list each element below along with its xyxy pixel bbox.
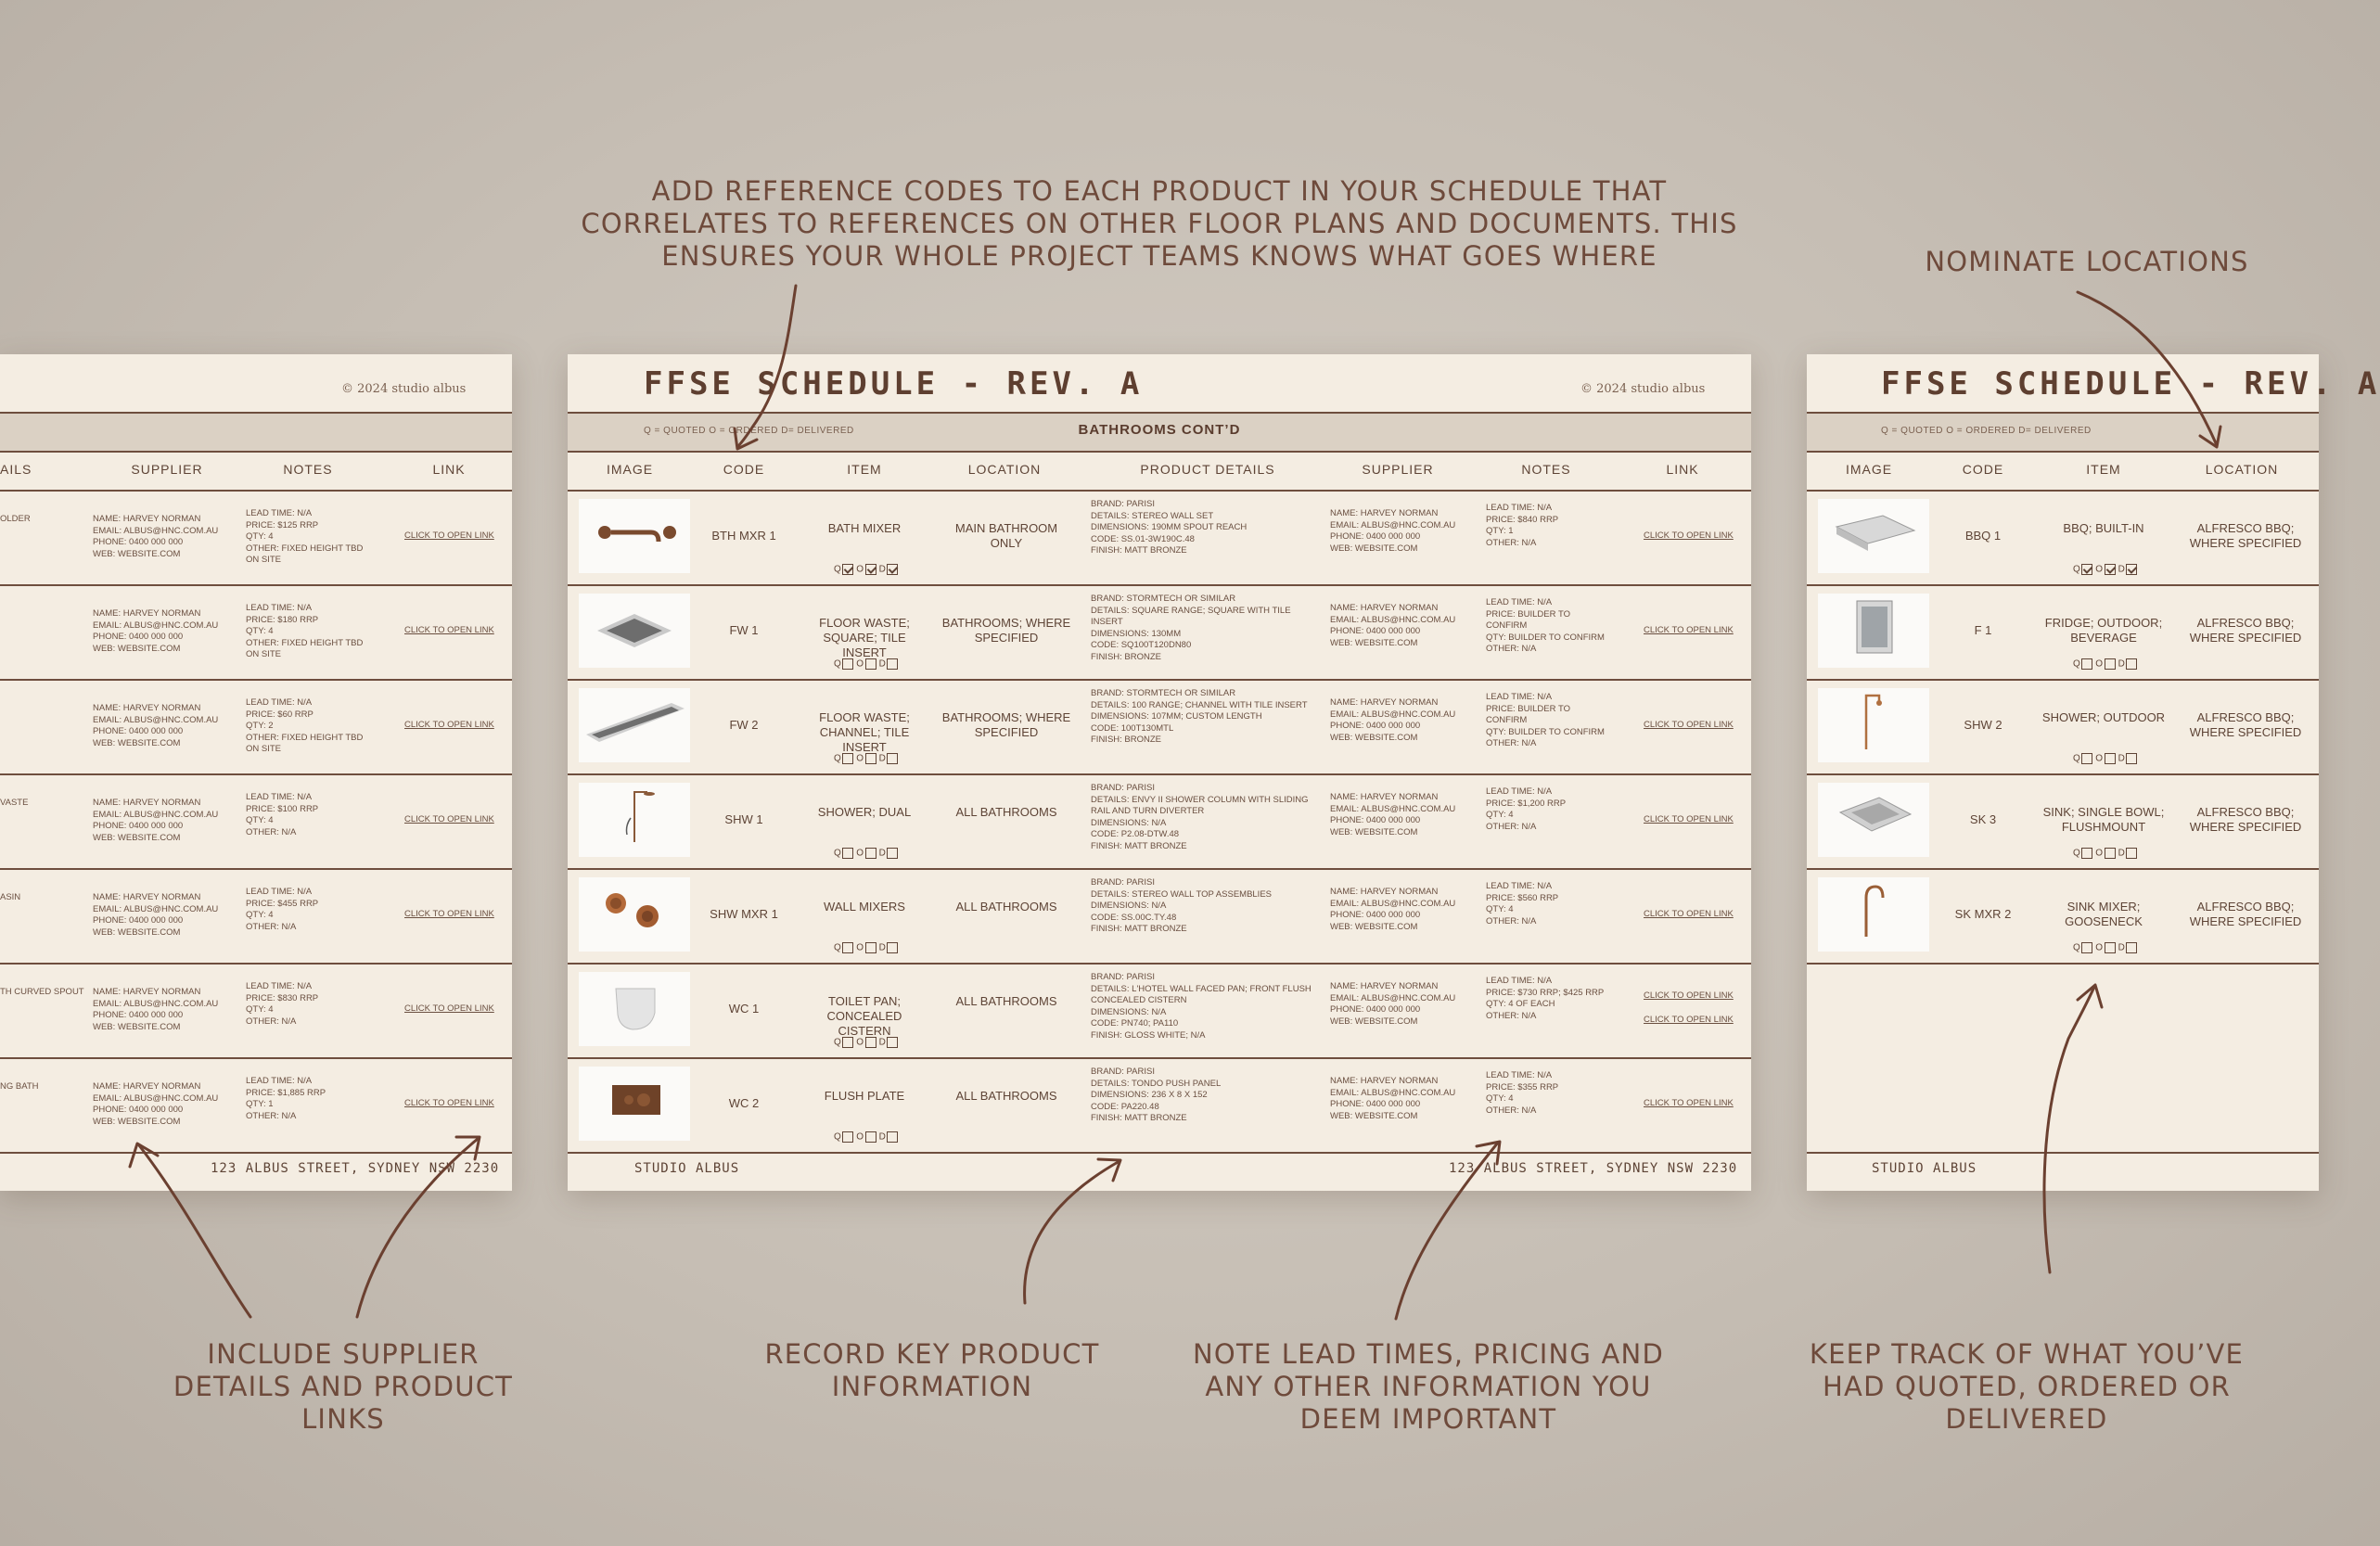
status-label-quoted: Q — [2073, 753, 2081, 764]
notes-info: LEAD TIME: N/A PRICE: $560 RRP QTY: 4 OTHER: N/A — [1486, 881, 1559, 926]
product-location: ALL BATHROOMS — [955, 994, 1057, 1008]
product-item: FLUSH PLATE — [824, 1089, 905, 1103]
notes-info: LEAD TIME: N/A PRICE: $840 RRP QTY: 1 OTHER: N/A — [1486, 503, 1559, 548]
notes-info: LEAD TIME: N/A PRICE: BUILDER TO CONFIRM QTY: BUILDER TO CONFIRM OTHER: N/A — [1486, 597, 1605, 655]
product-location: ALFRESCO BBQ; WHERE SPECIFIED — [2189, 805, 2302, 834]
header-code: CODE — [1962, 462, 2004, 477]
supplier-info: NAME: HARVEY NORMAN EMAIL: ALBUS@HNC.COM.AU PHONE: 0400 000 000 WEB: WEBSITE.COM — [1330, 981, 1456, 1027]
status-label-ordered: O — [2095, 848, 2104, 859]
header-notes: NOTES — [283, 462, 333, 477]
product-details: BRAND: PARISI DETAILS: ENVY II SHOWER COLUMN WITH SLIDING RAIL AND TURN DIVERTER DIMENSIONS: N/A CODE: P2.08-DTW.48 FINISH: MATT BRONZE — [1091, 783, 1309, 851]
header-image: IMAGE — [606, 462, 654, 477]
status-label-quoted: Q — [834, 848, 842, 859]
status-label-ordered: O — [856, 942, 864, 953]
product-link[interactable]: CLICK TO OPEN LINK — [1644, 625, 1734, 635]
product-link[interactable]: CLICK TO OPEN LINK — [404, 530, 494, 541]
product-details: OLDER — [0, 514, 31, 524]
product-link[interactable]: CLICK TO OPEN LINK — [404, 720, 494, 730]
product-item: WALL MIXERS — [824, 900, 905, 914]
notes-info: LEAD TIME: N/A PRICE: $730 RRP; $425 RRP QTY: 4 OF EACH OTHER: N/A — [1486, 976, 1605, 1021]
status-label-ordered: O — [856, 658, 864, 670]
supplier-info: NAME: HARVEY NORMAN EMAIL: ALBUS@HNC.COM.AU PHONE: 0400 000 000 WEB: WEBSITE.COM — [1330, 792, 1456, 837]
notes-info: LEAD TIME: N/A PRICE: $60 RRP QTY: 2 OTHER: FIXED HEIGHT TBD ON SITE — [246, 697, 364, 755]
notes-info: LEAD TIME: N/A PRICE: BUILDER TO CONFIRM QTY: BUILDER TO CONFIRM OTHER: N/A — [1486, 692, 1605, 749]
product-details: BRAND: STORMTECH OR SIMILAR DETAILS: SQUARE RANGE; SQUARE WITH TILE INSERT DIMENSIONS: 130MM CODE: SQ100T120DN80 FINISH: BRONZE — [1091, 594, 1291, 662]
section-title: BATHROOMS CONT’D — [1078, 422, 1241, 438]
product-code: FW 2 — [729, 718, 759, 732]
product-item: SHOWER; OUTDOOR — [2041, 710, 2166, 724]
footer-address: 123 ALBUS STREET, SYDNEY NSW 2230 — [211, 1161, 500, 1176]
notes-info: LEAD TIME: N/A PRICE: $125 RRP QTY: 4 OTHER: FIXED HEIGHT TBD ON SITE — [246, 508, 364, 566]
status-legend: Q = QUOTED O = ORDERED D= DELIVERED — [644, 426, 854, 436]
status-label-delivered: D — [878, 753, 887, 764]
status-label-quoted: Q — [2073, 564, 2081, 575]
product-details: VASTE — [0, 798, 29, 808]
product-code: SK 3 — [1969, 812, 1997, 826]
status-label-quoted: Q — [834, 1037, 842, 1048]
product-code: WC 2 — [728, 1096, 760, 1110]
product-item: SHOWER; DUAL — [817, 805, 912, 819]
product-details: BRAND: PARISI DETAILS: STEREO WALL SET DIMENSIONS: 190MM SPOUT REACH CODE: SS.01-3W190C.48 FINISH: MATT BRONZE — [1091, 499, 1248, 556]
header-image: IMAGE — [1845, 462, 1893, 477]
product-code: SHW 2 — [1964, 718, 2003, 732]
product-link[interactable]: CLICK TO OPEN LINK — [1644, 1098, 1734, 1108]
product-code: SHW MXR 1 — [710, 907, 778, 921]
supplier-info: NAME: HARVEY NORMAN EMAIL: ALBUS@HNC.COM.AU PHONE: 0400 000 000 WEB: WEBSITE.COM — [1330, 697, 1456, 743]
supplier-info: NAME: HARVEY NORMAN EMAIL: ALBUS@HNC.COM.AU PHONE: 0400 000 000 WEB: WEBSITE.COM — [93, 1081, 219, 1127]
status-label-ordered: O — [856, 1037, 864, 1048]
notes-info: LEAD TIME: N/A PRICE: $355 RRP QTY: 4 OTHER: N/A — [1486, 1070, 1559, 1116]
supplier-info: NAME: HARVEY NORMAN EMAIL: ALBUS@HNC.COM.AU PHONE: 0400 000 000 WEB: WEBSITE.COM — [93, 514, 219, 559]
arrow-to-supplier — [139, 1145, 250, 1317]
status-label-delivered: D — [2118, 658, 2126, 670]
product-link[interactable]: CLICK TO OPEN LINK — [404, 909, 494, 919]
annotation-line: KEEP TRACK OF WHAT YOU’VE — [1809, 1338, 2245, 1370]
status-label-quoted: Q — [2073, 942, 2081, 953]
header-location: LOCATION — [2205, 462, 2279, 477]
product-code: FW 1 — [729, 623, 759, 637]
status-label-delivered: D — [2118, 942, 2126, 953]
product-details: NG BATH — [0, 1081, 39, 1092]
product-location: BATHROOMS; WHERE SPECIFIED — [941, 710, 1071, 739]
status-label-quoted: Q — [2073, 658, 2081, 670]
status-label-delivered: D — [878, 942, 887, 953]
status-label-delivered: D — [878, 1037, 887, 1048]
schedule-title: FFSE SCHEDULE - REV. A — [1881, 365, 2380, 402]
header-supplier: SUPPLIER — [131, 462, 203, 477]
notes-info: LEAD TIME: N/A PRICE: $455 RRP QTY: 4 OTHER: N/A — [246, 887, 319, 932]
product-details: ASIN — [0, 892, 21, 902]
header-product-details: PRODUCT DETAILS — [1140, 462, 1275, 477]
product-link[interactable]: CLICK TO OPEN LINK — [1644, 990, 1734, 1001]
status-label-ordered: O — [856, 564, 864, 575]
arrow-to-notes — [1396, 1143, 1498, 1319]
footer-address: 123 ALBUS STREET, SYDNEY NSW 2230 — [1449, 1161, 1738, 1176]
product-location: ALL BATHROOMS — [955, 805, 1057, 819]
annotation-nominate-locations: NOMINATE LOCATIONS — [1925, 246, 2249, 277]
product-code: BBQ 1 — [1964, 529, 2002, 543]
arrow-to-link — [357, 1139, 478, 1317]
status-label-quoted: Q — [834, 1131, 842, 1143]
supplier-info: NAME: HARVEY NORMAN EMAIL: ALBUS@HNC.COM.AU PHONE: 0400 000 000 WEB: WEBSITE.COM — [1330, 887, 1456, 932]
product-code: SK MXR 2 — [1954, 907, 2012, 921]
annotation-line: DEEM IMPORTANT — [1299, 1403, 1557, 1435]
status-label-quoted: Q — [2073, 848, 2081, 859]
product-link[interactable]: CLICK TO OPEN LINK — [404, 814, 494, 824]
status-label-quoted: Q — [834, 658, 842, 670]
product-code: BTH MXR 1 — [711, 529, 776, 543]
status-label-delivered: D — [878, 848, 887, 859]
annotation-line: HAD QUOTED, ORDERED OR — [1823, 1371, 2231, 1402]
product-item: BATH MIXER — [827, 521, 902, 535]
product-link[interactable]: CLICK TO OPEN LINK — [1644, 1015, 1734, 1025]
annotation-line: INFORMATION — [831, 1371, 1033, 1402]
annotation-line: NOTE LEAD TIMES, PRICING AND — [1193, 1338, 1664, 1370]
header-link: LINK — [1666, 462, 1699, 477]
notes-info: LEAD TIME: N/A PRICE: $100 RRP QTY: 4 OTHER: N/A — [246, 792, 319, 837]
product-item: BBQ; BUILT-IN — [2063, 521, 2144, 535]
supplier-info: NAME: HARVEY NORMAN EMAIL: ALBUS@HNC.COM.AU PHONE: 0400 000 000 WEB: WEBSITE.COM — [1330, 603, 1456, 648]
annotation-line: INCLUDE SUPPLIER — [207, 1338, 480, 1370]
notes-info: LEAD TIME: N/A PRICE: $1,200 RRP QTY: 4 OTHER: N/A — [1486, 786, 1567, 832]
product-link[interactable]: CLICK TO OPEN LINK — [404, 1003, 494, 1014]
header-notes: NOTES — [1521, 462, 1571, 477]
product-code: WC 1 — [728, 1002, 760, 1016]
status-label-ordered: O — [2095, 564, 2104, 575]
annotation-line: ENSURES YOUR WHOLE PROJECT TEAMS KNOWS WHAT GOES WHERE — [661, 240, 1657, 272]
supplier-info: NAME: HARVEY NORMAN EMAIL: ALBUS@HNC.COM.AU PHONE: 0400 000 000 WEB: WEBSITE.COM — [1330, 1076, 1456, 1121]
product-code: F 1 — [1974, 623, 1992, 637]
copyright: © 2024 studio albus — [1580, 382, 1706, 396]
supplier-info: NAME: HARVEY NORMAN EMAIL: ALBUS@HNC.COM.AU PHONE: 0400 000 000 WEB: WEBSITE.COM — [93, 987, 219, 1032]
header-location: LOCATION — [967, 462, 1042, 477]
status-label-delivered: D — [2118, 564, 2126, 575]
annotation-line: DELIVERED — [1945, 1403, 2108, 1435]
header-item: ITEM — [847, 462, 882, 477]
arrow-to-status — [2044, 987, 2094, 1272]
status-label-quoted: Q — [834, 942, 842, 953]
status-label-quoted: Q — [834, 564, 842, 575]
header-item: ITEM — [2086, 462, 2121, 477]
supplier-info: NAME: HARVEY NORMAN EMAIL: ALBUS@HNC.COM.AU PHONE: 0400 000 000 WEB: WEBSITE.COM — [93, 892, 219, 938]
supplier-info: NAME: HARVEY NORMAN EMAIL: ALBUS@HNC.COM.AU PHONE: 0400 000 000 WEB: WEBSITE.COM — [93, 608, 219, 654]
annotation-line: ADD REFERENCE CODES TO EACH PRODUCT IN YOUR SCHEDULE THAT — [651, 175, 1668, 207]
status-label-delivered: D — [2118, 848, 2126, 859]
footer-studio: STUDIO ALBUS — [1872, 1161, 1977, 1176]
product-location: ALL BATHROOMS — [955, 1089, 1057, 1103]
product-details: BRAND: PARISI DETAILS: TONDO PUSH PANEL DIMENSIONS: 236 X 8 X 152 CODE: PA220.48 FINISH: MATT BRONZE — [1091, 1067, 1222, 1124]
footer-studio: STUDIO ALBUS — [634, 1161, 740, 1176]
product-location: ALFRESCO BBQ; WHERE SPECIFIED — [2189, 900, 2302, 928]
product-location: ALFRESCO BBQ; WHERE SPECIFIED — [2189, 616, 2302, 645]
product-item: FLOOR WASTE; SQUARE; TILE INSERT — [819, 616, 910, 659]
header-code: CODE — [723, 462, 765, 477]
product-details: BRAND: PARISI DETAILS: L'HOTEL WALL FACED PAN; FRONT FLUSH CONCEALED CISTERN DIMENSIONS: N/A CODE: PN740; PA110 FINISH: GLOSS WHITE; N/A — [1091, 972, 1312, 1041]
notes-info: LEAD TIME: N/A PRICE: $830 RRP QTY: 4 OTHER: N/A — [246, 981, 319, 1027]
arrow-to-code — [737, 286, 796, 447]
supplier-info: NAME: HARVEY NORMAN EMAIL: ALBUS@HNC.COM.AU PHONE: 0400 000 000 WEB: WEBSITE.COM — [93, 798, 219, 843]
annotation-line: CORRELATES TO REFERENCES ON OTHER FLOOR PLANS AND DOCUMENTS. THIS — [581, 208, 1738, 239]
copyright: © 2024 studio albus — [341, 382, 467, 396]
product-location: ALL BATHROOMS — [955, 900, 1057, 914]
annotation-line: LINKS — [301, 1403, 385, 1435]
product-link[interactable]: CLICK TO OPEN LINK — [1644, 720, 1734, 730]
status-label-quoted: Q — [834, 753, 842, 764]
header-details: AILS — [0, 462, 32, 477]
product-location: MAIN BATHROOM ONLY — [954, 521, 1058, 550]
schedule-title: FFSE SCHEDULE - REV. A — [644, 365, 1144, 402]
product-code: SHW 1 — [724, 812, 763, 826]
product-link[interactable]: CLICK TO OPEN LINK — [404, 625, 494, 635]
status-label-delivered: D — [2118, 753, 2126, 764]
product-item: SINK; SINGLE BOWL; FLUSHMOUNT — [2042, 805, 2165, 834]
status-label-ordered: O — [856, 753, 864, 764]
status-label-delivered: D — [878, 658, 887, 670]
status-label-ordered: O — [2095, 942, 2104, 953]
product-link[interactable]: CLICK TO OPEN LINK — [404, 1098, 494, 1108]
product-details: BRAND: STORMTECH OR SIMILAR DETAILS: 100 RANGE; CHANNEL WITH TILE INSERT DIMENSIONS: 107MM; CUSTOM LENGTH CODE: 100T130MTL FINISH: BRONZE — [1091, 688, 1308, 746]
product-location: BATHROOMS; WHERE SPECIFIED — [941, 616, 1071, 645]
product-link[interactable]: CLICK TO OPEN LINK — [1644, 814, 1734, 824]
product-details: BRAND: PARISI DETAILS: STEREO WALL TOP ASSEMBLIES DIMENSIONS: N/A CODE: SS.00C.TY.48 FINISH: MATT BRONZE — [1091, 877, 1272, 935]
status-label-delivered: D — [878, 1131, 887, 1143]
product-location: ALFRESCO BBQ; WHERE SPECIFIED — [2189, 710, 2302, 739]
notes-info: LEAD TIME: N/A PRICE: $1,885 RRP QTY: 1 OTHER: N/A — [246, 1076, 326, 1121]
annotation-line: RECORD KEY PRODUCT — [764, 1338, 1100, 1370]
status-legend: Q = QUOTED O = ORDERED D= DELIVERED — [1881, 426, 2092, 436]
product-item: FRIDGE; OUTDOOR; BEVERAGE — [2044, 616, 2163, 645]
product-item: FLOOR WASTE; CHANNEL; TILE INSERT — [819, 710, 910, 754]
status-label-ordered: O — [856, 1131, 864, 1143]
supplier-info: NAME: HARVEY NORMAN EMAIL: ALBUS@HNC.COM.AU PHONE: 0400 000 000 WEB: WEBSITE.COM — [93, 703, 219, 748]
header-supplier: SUPPLIER — [1362, 462, 1434, 477]
product-details: TH CURVED SPOUT — [0, 987, 84, 997]
header-link: LINK — [432, 462, 466, 477]
product-link[interactable]: CLICK TO OPEN LINK — [1644, 909, 1734, 919]
product-link[interactable]: CLICK TO OPEN LINK — [1644, 530, 1734, 541]
supplier-info: NAME: HARVEY NORMAN EMAIL: ALBUS@HNC.COM.AU PHONE: 0400 000 000 WEB: WEBSITE.COM — [1330, 508, 1456, 554]
product-item: SINK MIXER; GOOSENECK — [2065, 900, 2143, 928]
annotation-line: ANY OTHER INFORMATION YOU — [1205, 1371, 1652, 1402]
annotation-line: DETAILS AND PRODUCT — [173, 1371, 514, 1402]
status-label-ordered: O — [856, 848, 864, 859]
arrow-to-details — [1025, 1161, 1120, 1303]
status-label-delivered: D — [878, 564, 887, 575]
status-label-ordered: O — [2095, 658, 2104, 670]
product-item: TOILET PAN; CONCEALED CISTERN — [826, 994, 902, 1038]
arrow-to-location — [2078, 292, 2217, 445]
notes-info: LEAD TIME: N/A PRICE: $180 RRP QTY: 4 OTHER: FIXED HEIGHT TBD ON SITE — [246, 603, 364, 660]
status-label-ordered: O — [2095, 753, 2104, 764]
product-location: ALFRESCO BBQ; WHERE SPECIFIED — [2189, 521, 2302, 550]
